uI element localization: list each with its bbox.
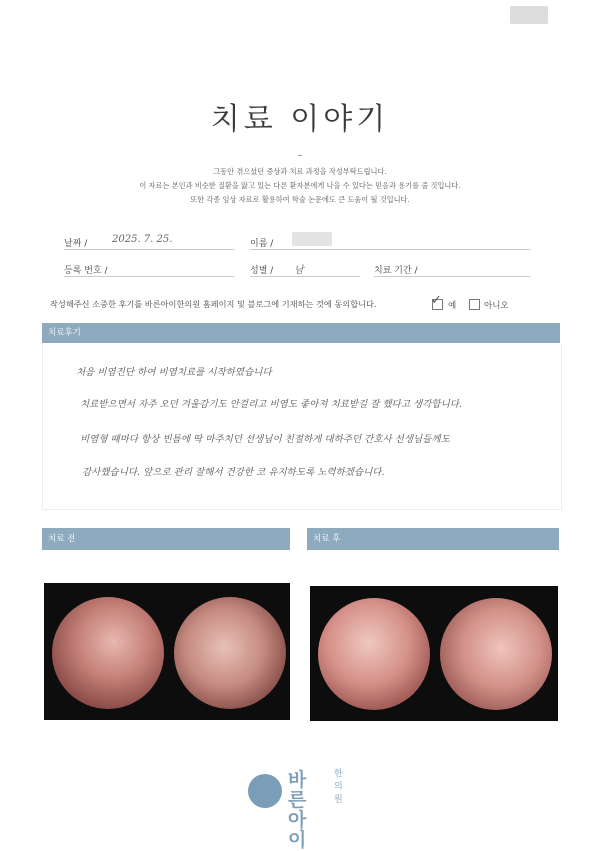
logo-subtitle: 한의원 xyxy=(334,769,343,805)
after-endoscope-left xyxy=(318,598,430,710)
consent-yes-label: 예 xyxy=(448,301,457,311)
regno-label: 등록 번호 / xyxy=(64,266,108,276)
period-underline xyxy=(374,276,530,277)
intro-text xyxy=(0,165,600,207)
after-section-header: 치료 후 xyxy=(307,528,559,550)
regno-underline xyxy=(64,276,234,277)
review-line: 비염형 때마다 항상 빈틈에 딱 마주치던 선생님이 친절하게 대하주던 간호사 선생님들께도 xyxy=(80,434,450,445)
logo-name xyxy=(288,770,306,850)
name-underline xyxy=(250,249,530,250)
title-divider: – xyxy=(297,150,303,161)
page-title: 치료 이야기 xyxy=(210,102,390,137)
consent-no-label: 아니오 xyxy=(484,301,509,311)
date-label: 날짜 / xyxy=(64,239,88,249)
review-section-header: 치료후기 xyxy=(42,323,560,343)
date-value: 2025. 7. 25. xyxy=(112,234,173,245)
consent-text: 작성해주신 소중한 후기를 바른아이한의원 홈페이지 및 블로그에 기재하는 것에 동의합니다. xyxy=(50,299,377,309)
date-underline xyxy=(64,249,234,250)
intro-line: 이 자료는 본인과 비슷한 질환을 앓고 있는 다른 환자분에게 나을 수 있다는 믿음과 용기를 줄 것입니다. xyxy=(139,181,461,190)
intro-line: 그동안 겪으셨던 증상과 치료 과정을 작성부탁드립니다. xyxy=(213,167,387,176)
after-endoscope-right xyxy=(440,598,552,710)
consent-no-checkbox[interactable] xyxy=(469,299,480,310)
blurred-corner-tag xyxy=(510,6,548,24)
review-line: 처음 비염진단 하여 비염치료를 시작하였습니다 xyxy=(76,367,272,378)
before-photo xyxy=(44,583,290,720)
sex-label: 성별 / xyxy=(250,266,274,276)
period-label: 치료 기간 / xyxy=(374,266,418,276)
intro-line: 또한 각종 임상 자료로 활용하여 학술 논문에도 큰 도움이 될 것입니다. xyxy=(190,195,410,204)
before-section-header: 치료 전 xyxy=(42,528,290,550)
review-line: 감사했습니다. 앞으로 관리 잘해서 건강한 코 유지하도록 노력하겠습니다. xyxy=(82,467,385,478)
name-redacted xyxy=(292,232,332,246)
after-photo xyxy=(310,586,558,721)
before-endoscope-right xyxy=(174,597,286,709)
sex-underline xyxy=(250,276,360,277)
check-mark-icon: ✓ xyxy=(431,293,442,308)
logo-name-bottom: 아이 xyxy=(288,809,307,851)
logo-name-top: 바른 xyxy=(288,769,307,811)
name-label: 이름 / xyxy=(250,239,274,249)
review-line: 치료받으면서 자주 오던 겨울감기도 안걸리고 비염도 좋아져 치료받길 잘 했다고 생각합니다. xyxy=(80,399,462,410)
logo-mark-icon xyxy=(248,774,282,808)
before-endoscope-left xyxy=(52,597,164,709)
sex-value: 남 xyxy=(294,265,304,276)
